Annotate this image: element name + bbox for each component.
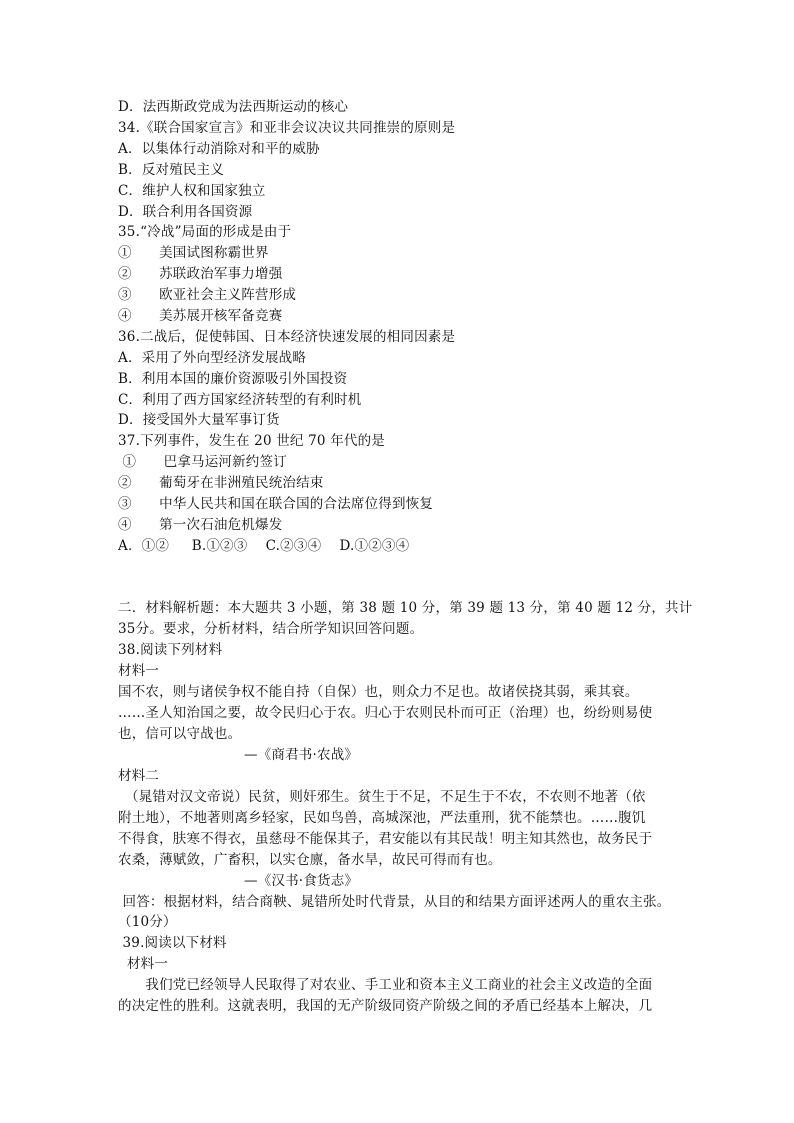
q39-material1-title: 材料一: [118, 956, 169, 972]
q38-material1-line3: 也，信可以守战也。: [118, 726, 242, 742]
section2-heading-line1: 二．材料解析题：本大题共 3 小题，第 38 题 10 分，第 39 题 13 分，第 40 题 12 分，共计: [118, 600, 693, 616]
q38-material1-line2: ……圣人知治国之要，故令民归心于农。归心于农则民朴而可正（治理）也，纷纷则易使: [118, 705, 653, 721]
q34-option-d: D．联合利用各国资源: [118, 204, 253, 220]
q37-stem: 37.下列事件，发生在 20 世纪 70 年代的是: [118, 433, 385, 449]
section2-heading-line2: 35分。要求，分析材料，结合所学知识回答问题。: [118, 621, 424, 637]
q38-question-line2: （10分）: [118, 914, 177, 930]
q37-item-4: ④ 第一次石油危机爆发: [118, 517, 283, 533]
q38-material2-line1: （晁错对汉文帝说）民贫，则奸邪生。贫生于不足，不足生于不农，不农则不地著（依: [118, 789, 646, 805]
q34-option-b: B．反对殖民主义: [118, 162, 225, 178]
q37-item-3: ③ 中华人民共和国在联合国的合法席位得到恢复: [118, 496, 434, 512]
q38-material2-line2: 附土地），不地著则离乡轻家，民如鸟兽，高城深池，严法重刑，犹不能禁也。……腹饥: [118, 810, 646, 826]
q36-option-b: B．利用本国的廉价资源吸引外国投资: [118, 371, 348, 387]
q34-option-a: A．以集体行动消除对和平的威胁: [118, 141, 320, 157]
q34-option-c: C．维护人权和国家独立: [118, 183, 266, 199]
q38-material1-source: —《商君书·农战》: [244, 747, 359, 763]
q38-material2-line3: 不得食，肤寒不得衣，虽慈母不能保其子，君安能以有其民哉！明主知其然也，故务民于: [118, 831, 653, 847]
q38-stem: 38.阅读下列材料: [118, 642, 223, 658]
q34-stem: 34.《联合国家宣言》和亚非会议决议共同推崇的原则是: [118, 120, 456, 136]
q37-item-2: ② 葡萄牙在非洲殖民统治结束: [118, 475, 324, 491]
q35-item-1: ① 美国试图称霸世界: [118, 245, 269, 261]
q38-material1-title: 材料一: [118, 663, 160, 679]
q37-answer-options: A．①② B.①②③ C.②③④ D.①②③④: [118, 538, 410, 554]
q38-question-line1: 回答：根据材料，结合商鞅、晁错所处时代背景，从目的和结果方面评述两人的重农主张。: [118, 894, 671, 910]
q39-material1-line2: 的决定性的胜利。这就表明，我国的无产阶级同资产阶级之间的矛盾已经基本上解决，几: [118, 998, 653, 1014]
q36-option-c: C．利用了西方国家经济转型的有利时机: [118, 392, 362, 408]
q39-stem: 39.阅读以下材料: [118, 935, 227, 951]
q36-option-d: D．接受国外大量军事订货: [118, 412, 280, 428]
q35-stem: 35.“冷战”局面的形成是由于: [118, 224, 292, 240]
q38-material2-source: —《汉书·食货志》: [244, 873, 359, 889]
q33-option-d: D．法西斯政党成为法西斯运动的核心: [118, 99, 349, 115]
q36-option-a: A．采用了外向型经济发展战略: [118, 350, 307, 366]
q36-stem: 36.二战后，促使韩国、日本经济快速发展的相同因素是: [118, 329, 456, 345]
q35-item-3: ③ 欧亚社会主义阵营形成: [118, 287, 297, 303]
q35-item-4: ④ 美苏展开核军备竞赛: [118, 308, 283, 324]
q39-material1-line1: 我们党已经领导人民取得了对农业、手工业和资本主义工商业的社会主义改造的全面: [118, 977, 653, 993]
q35-item-2: ② 苏联政治军事力增强: [118, 266, 283, 282]
q37-item-1: ① 巴拿马运河新约签订: [118, 454, 287, 470]
q38-material2-line4: 农桑，薄赋敛，广畜积，以实仓廪，备水旱，故民可得而有也。: [118, 852, 502, 868]
q38-material2-title: 材料二: [118, 768, 160, 784]
q38-material1-line1: 国不农，则与诸侯争权不能自持（自保）也，则众力不足也。故诸侯挠其弱，乘其衰。: [118, 684, 639, 700]
